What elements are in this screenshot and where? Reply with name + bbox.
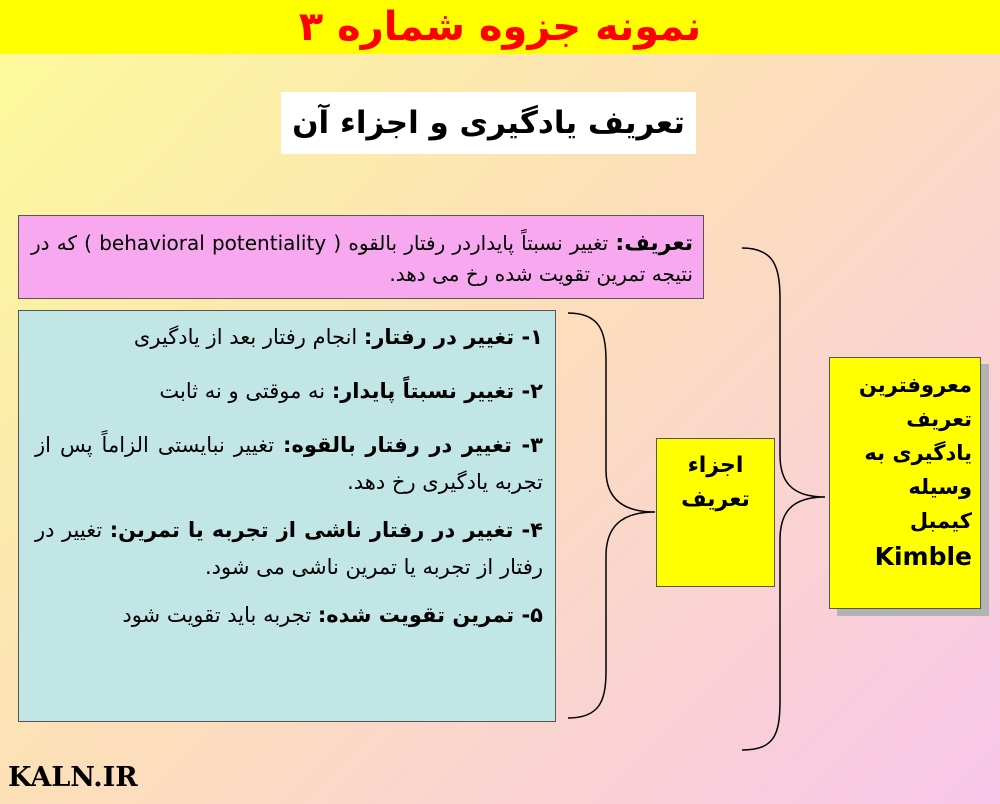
page-title: نمونه جزوه شماره ۳	[298, 4, 702, 50]
subtitle: تعریف یادگیری و اجزاء آن	[292, 105, 685, 141]
parts-label-line1: اجزاء	[687, 453, 744, 478]
part-body: تغییر نبایستی الزاماً پس از تجربه یادگیری رخ دهد.	[35, 433, 543, 494]
site-logo: KALN.IR	[8, 762, 138, 793]
part-heading: ۵- تمرین تقویت شده:	[317, 603, 543, 627]
part-body: انجام رفتار بعد از یادگیری	[133, 325, 364, 349]
part-heading: ۲- تغییر نسبتاً پایدار:	[331, 379, 543, 403]
parts-label-line2: تعریف	[681, 487, 750, 512]
part-body: تجربه باید تقویت شود	[122, 603, 318, 627]
part-heading: ۱- تغییر در رفتار:	[363, 325, 543, 349]
definition-term: تعریف:	[615, 231, 694, 256]
kimble-line5: کیمبل	[909, 509, 972, 533]
part-heading: ۳- تغییر در رفتار بالقوه:	[283, 433, 543, 457]
kimble-line3: یادگیری به	[864, 441, 972, 465]
part-body: نه موقتی و نه ثابت	[159, 379, 332, 403]
kimble-line2: تعریف	[906, 407, 972, 431]
left-brace	[568, 313, 655, 718]
definition-text: تغییر نسبتاً پایداردر رفتار بالقوه ( behavioral potentiality ) که در نتیجه تمرین تقویت شده رخ می دهد.	[31, 231, 693, 286]
kimble-latin: Kimble	[874, 542, 972, 571]
right-brace	[742, 248, 825, 750]
part-body: تغییر در رفتار از تجربه یا تمرین ناشی می شود.	[35, 518, 543, 579]
kimble-line1: معروفترین	[858, 373, 972, 397]
part-heading: ۴- تغییر در رفتار ناشی از تجربه یا تمرین:	[109, 518, 543, 542]
kimble-line4: وسیله	[908, 475, 972, 499]
